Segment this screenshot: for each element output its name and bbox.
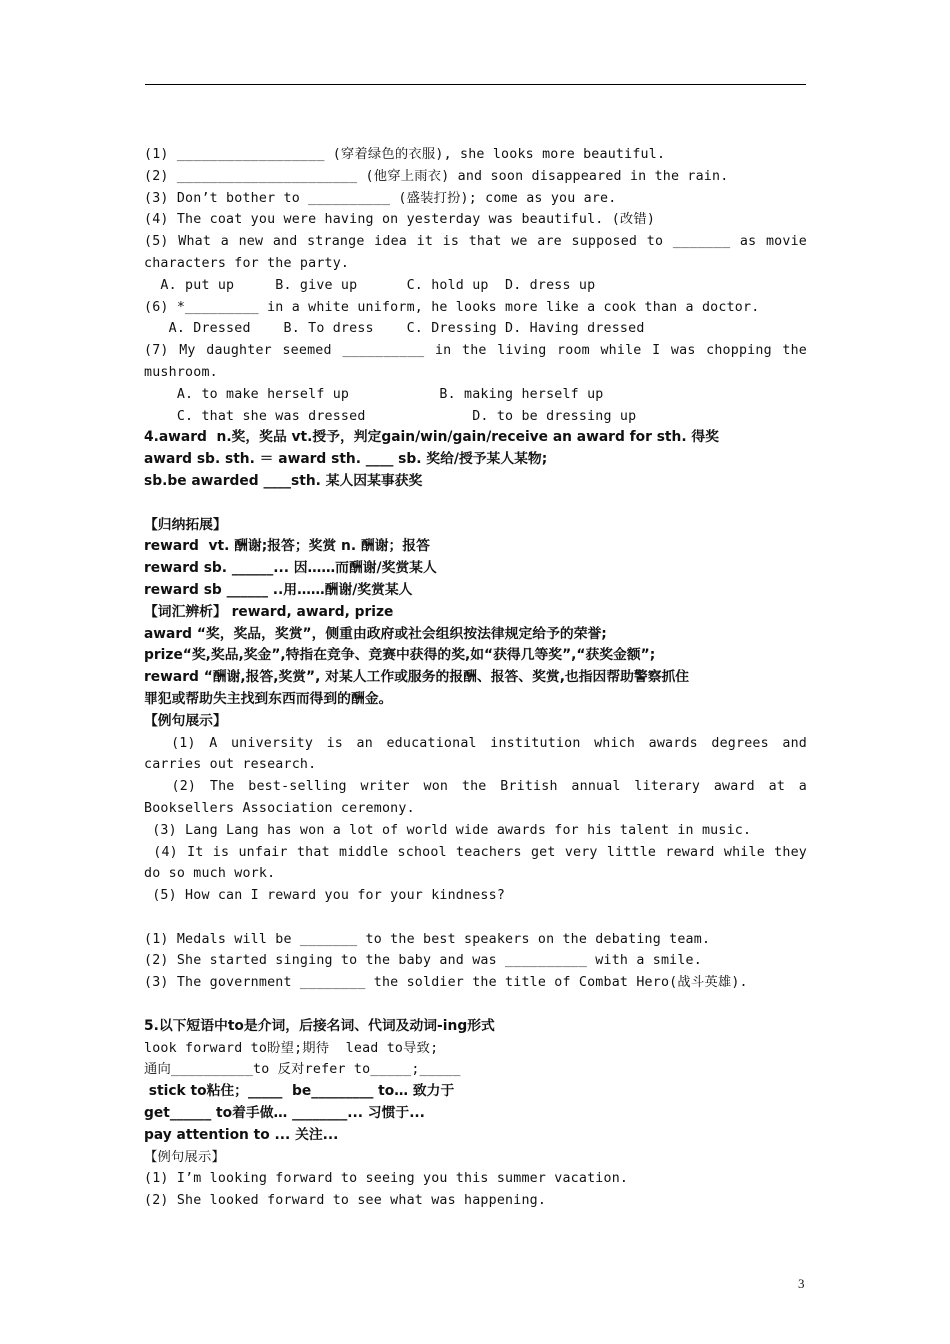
- page-number: 3: [798, 1276, 805, 1291]
- text-line: prize“奖,奖品,奖金”,特指在竞争、竞赛中获得的奖,如“获得几等奖”,“获奖金额”;: [144, 647, 656, 664]
- text-line: 【例句展示】: [144, 712, 227, 729]
- text-line: (1) Medals will be _______ to the best speakers on the debating team.: [144, 931, 711, 947]
- text-line: A. Dressed B. To dress C. Dressing D. Having dressed: [144, 321, 645, 337]
- text-line: 【词汇辨析】 reward, award, prize: [144, 603, 394, 620]
- text-line: do so much work.: [144, 866, 276, 882]
- text-line: mushroom.: [144, 364, 218, 380]
- text-line: reward “酬谢,报答,奖赏”, 对某人工作或服务的报酬、报答、奖赏,也指因帮助警察抓住: [144, 669, 690, 686]
- text-line: reward vt. 酬谢;报答；奖赏 n. 酬谢；报答: [144, 538, 430, 555]
- text-line: 【例句展示】: [144, 1149, 225, 1165]
- text-line: (4) The coat you were having on yesterday was beautiful. (改错): [144, 212, 656, 228]
- text-line: 罪犯或帮助失主找到东西而得到的酬金。: [144, 690, 393, 707]
- text-line: carries out research.: [144, 757, 317, 773]
- text-line: (2) The best-selling writer won the British annual literary award at a: [144, 779, 807, 795]
- text-line: (3) Lang Lang has won a lot of world wide awards for his talent in music.: [144, 822, 752, 838]
- text-line: [144, 907, 807, 929]
- text-line: 4.award n.奖，奖品 vt.授予，判定gain/win/gain/receive an award for sth. 得奖: [144, 429, 719, 446]
- page-content: [144, 144, 807, 1212]
- text-line: reward sb ______ ..用……酬谢/奖赏某人: [144, 581, 413, 598]
- text-line: 【归纳拓展】: [144, 516, 227, 533]
- text-line: (3) The government ________ the soldier the title of Combat Hero(战斗英雄).: [144, 975, 748, 991]
- text-line: (5) What a new and strange idea it is that we are supposed to _______ as movie: [144, 234, 807, 250]
- text-line: pay attention to ... 关注...: [144, 1126, 339, 1143]
- text-line: (1) __________________ (穿着绿色的衣服), she looks more beautiful.: [144, 147, 666, 162]
- text-line: 通向__________to 反对refer to_____;_____: [144, 1062, 461, 1078]
- text-line: (4) It is unfair that middle school teachers get very little reward while they: [144, 844, 807, 860]
- text-line: A. to make herself up B. making herself up: [144, 386, 604, 402]
- text-line: (2) She looked forward to see what was happening.: [144, 1193, 547, 1209]
- text-line: (6) *_________ in a white uniform, he looks more like a cook than a doctor.: [144, 299, 760, 315]
- text-line: characters for the party.: [144, 255, 350, 271]
- text-line: A. put up B. give up C. hold up D. dress up: [144, 277, 596, 293]
- text-line: Booksellers Association ceremony.: [144, 800, 415, 816]
- text-line: (2) ______________________ (他穿上雨衣) and soon disappeared in the rain.: [144, 168, 729, 184]
- text-line: 5.以下短语中to是介词，后接名词、代词及动词-ing形式: [144, 1017, 495, 1034]
- text-line: (2) She started singing to the baby and was __________ with a smile.: [144, 953, 702, 969]
- text-line: (1) A university is an educational institution which awards degrees and: [144, 735, 807, 751]
- text-line: sb.be awarded ____sth. 某人因某事获奖: [144, 472, 423, 489]
- text-line: (1) I’m looking forward to seeing you this summer vacation.: [144, 1171, 629, 1187]
- text-line: (3) Don’t bother to __________ (盛装打扮); come as you are.: [144, 190, 617, 206]
- text-line: [144, 493, 807, 515]
- text-line: stick to粘住；_____ be_________ to… 致力于: [144, 1083, 455, 1100]
- text-line: get______ to着手做… ________... 习惯于...: [144, 1105, 425, 1122]
- text-line: (7) My daughter seemed __________ in the living room while I was chopping the: [144, 343, 807, 359]
- text-line: C. that she was dressed D. to be dressing up: [144, 408, 637, 424]
- text-line: reward sb. ______... 因……而酬谢/奖赏某人: [144, 560, 437, 577]
- text-line: [144, 994, 807, 1016]
- header-rule: [145, 84, 806, 85]
- text-line: award sb. sth. ＝ award sth. ____ sb. 奖给/授予某人某物;: [144, 451, 548, 468]
- text-line: look forward to盼望;期待 lead to导致;: [144, 1040, 439, 1056]
- text-line: award “奖，奖品，奖赏”，侧重由政府或社会组织按法律规定给予的荣誉;: [144, 625, 607, 642]
- text-line: (5) How can I reward you for your kindness?: [144, 888, 506, 904]
